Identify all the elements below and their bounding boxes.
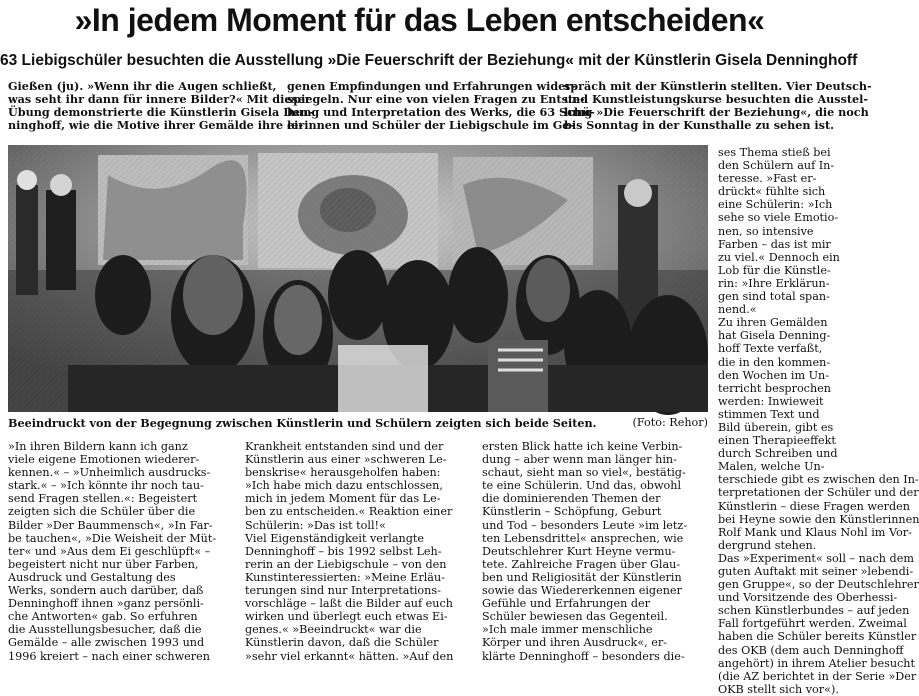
right-col-line: hat Gisela Denning- <box>718 329 831 343</box>
body-col1-line: die Ausstellungsbesucher, daß die <box>8 623 202 637</box>
right-col-line: angehört) in ihrem Atelier besucht <box>718 656 915 670</box>
right-col-line: Bild überein, gibt es <box>718 420 834 434</box>
right-col-line: einen Therapieeffekt <box>718 434 836 448</box>
intro-col3-line: spräch mit der Künstlerin stellten. Vier Deutsch- <box>564 79 872 93</box>
body-col1-line: stark.« – »Ich könnte ihr noch tau- <box>8 479 204 493</box>
intro-col2-line: spiegeln. Nur eine von vielen Fragen zu Entste- <box>287 92 585 107</box>
body-col3-line: tete. Zahlreiche Fragen über Glau- <box>482 557 681 571</box>
subheadline: 63 Liebigschüler besuchten die Ausstellung »Die Feuerschrift der Beziehung« mit der Künstlerin Gisela Denninghoff <box>0 52 858 69</box>
body-col2-line: Viel Eigenständigkeit verlangte <box>245 531 425 545</box>
body-col3-line: ten Lebensdrittel« ansprechen, wie <box>482 531 684 545</box>
body-col1-line: Gemälde – alle zwischen 1993 und <box>8 636 205 650</box>
right-col-line: Rolf Mank und Klaus Nohl im Vor- <box>718 525 912 539</box>
body-col1-line: zeigten sich die Schüler über die <box>8 505 196 519</box>
body-col2-line: Krankheit entstanden sind und der <box>245 440 444 453</box>
body-col2-line: wirken und überlegt euch etwas Ei- <box>245 610 448 624</box>
right-col-line: gen Gruppe«, so der Deutschlehrer <box>718 578 919 592</box>
body-col3-line: Deutschlehrer Kurt Heyne vermu- <box>482 544 676 558</box>
intro-col2-line: lerinnen und Schüler der Liebigschule im Ge- <box>287 118 575 133</box>
right-col-line: dergrund stehen. <box>718 538 817 552</box>
body-col1-line: ter« und »Aus dem Ei geschlüpft« – <box>8 544 211 558</box>
right-col-line: OKB stellt sich vor«). <box>718 682 839 696</box>
body-col2-line: benskrise« herausgeholfen haben: <box>245 466 441 480</box>
body-col1-line: viele eigene Emotionen wiederer- <box>8 453 200 467</box>
right-col-line: Lob für die Künstle- <box>718 263 831 277</box>
body-col1-line: send Fragen stellen.«: Begeistert <box>8 492 198 506</box>
body-column-2 <box>245 440 473 663</box>
body-col3-line: und Tod – besonders Leute »im letz- <box>482 518 688 532</box>
body-col2-line: Künstlerin aus einer »schweren Le- <box>245 453 447 467</box>
intro-column-2 <box>287 79 595 133</box>
right-col-line: guten Auftakt mit seiner »lebendi- <box>718 565 914 578</box>
body-col1-line: Bilder »Der Baummensch«, »In Far- <box>8 518 213 532</box>
right-col-line: rin: »Ihre Erklärun- <box>718 276 830 290</box>
body-col3-line: ben und Religiosität der Künstlerin <box>482 570 682 584</box>
right-col-line: nen, so intensive <box>718 224 814 238</box>
right-col-line: Fall fortgeführt werden. Zweimal <box>718 617 907 631</box>
intro-col1-line: ninghoff, wie die Motive ihrer Gemälde ihre ei- <box>8 118 303 133</box>
right-column <box>718 146 919 696</box>
intro-col2-line: hung und Interpretation des Werks, die 63 Schü- <box>287 105 595 120</box>
right-col-line: den Wochen im Un- <box>718 368 830 382</box>
exhibition-photo <box>8 145 708 412</box>
right-col-line: Künstlerin – diese Fragen werden <box>718 499 910 513</box>
right-col-line: Farben – das ist mir <box>718 237 831 251</box>
body-col1-line: be tauchen«, »Die Weisheit der Müt- <box>8 531 217 545</box>
right-col-line: den Schülern auf In- <box>718 159 835 173</box>
right-col-line: terschiede gibt es zwischen den In- <box>718 473 919 487</box>
body-col2-line: »Ich habe mich dazu entschlossen, <box>245 479 443 493</box>
body-col3-line: te eine Schülerin. Und das, obwohl <box>482 479 682 493</box>
right-col-line: sehe so viele Emotio- <box>718 211 839 225</box>
right-col-line: die in den kommen- <box>718 355 831 369</box>
body-col3-line: Körper und ihren Ausdruck«, er- <box>482 636 667 650</box>
right-col-line: hoff Texte verfaßt, <box>718 342 823 356</box>
intro-col3-line: bis Sonntag in der Kunsthalle zu sehen ist. <box>564 118 835 133</box>
body-col3-line: Gefühle und Erfahrungen der <box>482 597 650 611</box>
body-col3-line: Künstlerin – Schöpfung, Geburt <box>482 505 662 519</box>
body-col1-line: 1996 kreiert – nach einer schweren <box>8 649 210 663</box>
intro-column-1 <box>8 79 313 133</box>
right-col-line: Malen, welche Un- <box>718 460 825 474</box>
body-col1-line: kennen.« – »Unheimlich ausdrucks- <box>8 466 211 480</box>
body-col2-line: Kunstinteressierten: »Meine Erläu- <box>245 570 445 584</box>
body-col1-line: »In ihren Bildern kann ich ganz <box>8 440 188 453</box>
body-col1-line: begeistert nicht nur über Farben, <box>8 557 199 571</box>
body-col2-line: Schülerin: »Das ist toll!« <box>245 518 386 532</box>
right-col-line: stimmen Text und <box>718 407 820 421</box>
photo-credit: (Foto: Rehor) <box>632 416 708 429</box>
right-col-line: nend.« <box>718 303 757 317</box>
right-col-line: Das »Experiment« soll – nach dem <box>718 551 914 565</box>
body-col2-line: vorschläge – laßt die Bilder auf euch <box>245 597 453 611</box>
right-col-line: terpretationen der Schüler und der <box>718 486 919 500</box>
right-col-line: und Vorsitzende des Oberhessi- <box>718 591 898 605</box>
right-col-line: bei Heyne sowie den Künstlerinnen <box>718 512 919 526</box>
body-col2-line: Künstlerin davon, daß die Schüler <box>245 636 439 650</box>
body-col2-line: ben zu entscheiden.« Reaktion einer <box>245 505 453 519</box>
right-col-line: haben die Schüler bereits Künstler <box>718 630 917 644</box>
body-col1-line: Ausdruck und Gestaltung des <box>8 570 176 584</box>
body-col1-line: Werks, sondern auch darüber, daß <box>8 584 204 598</box>
body-col1-line: Denninghoff ihnen »ganz persönli- <box>8 597 204 611</box>
intro-col3-line: lung »Die Feuerschrift der Beziehung«, die noch <box>564 105 869 120</box>
intro-col3-line: und Kunstleistungskurse besuchten die Ausstel- <box>564 92 869 107</box>
headline: »In jedem Moment für das Leben entscheiden« <box>74 2 765 38</box>
exhibition-photo-image <box>8 145 708 412</box>
body-col1-line: che Antworten« gab. So erfuhren <box>8 610 198 624</box>
body-col3-line: schaut, sieht man so viel«, bestätig- <box>482 466 686 480</box>
body-col3-line: die dominierenden Themen der <box>482 492 661 506</box>
right-col-line: zu viel.« Dennoch ein <box>718 250 840 264</box>
body-col3-line: ersten Blick hatte ich keine Verbin- <box>482 440 683 453</box>
right-col-line: terricht besprochen <box>718 381 831 395</box>
right-col-line: schen Künstlerbundes – auf jeden <box>718 604 910 618</box>
caption-text: Beeindruckt von der Begegnung zwischen Künstlerin und Schülern zeigten sich beide Seiten. <box>8 416 597 430</box>
right-col-line: eine Schülerin: »Ich <box>718 198 833 212</box>
right-col-line: teresse. »Fast er- <box>718 172 817 186</box>
body-col3-line: Schüler bewiesen das Gegenteil. <box>482 610 668 624</box>
intro-column-3 <box>564 79 872 133</box>
body-col2-line: terungen sind nur Interpretations- <box>245 584 441 598</box>
intro-col1-line: Übung demonstrierte die Künstlerin Gisela Den- <box>8 105 313 120</box>
body-col2-line: genes.« »Beeindruckt« war die <box>245 623 422 637</box>
right-col-line: drückt« fühlte sich <box>718 185 826 199</box>
right-col-line: (die AZ berichtet in der Serie »Der <box>718 669 917 683</box>
body-col3-line: sowie das Wiedererkennen eigener <box>482 584 682 598</box>
body-column-3 <box>482 440 710 663</box>
body-column-1 <box>8 440 236 663</box>
right-col-line: des OKB (dem auch Denninghoff <box>718 643 904 657</box>
intro-col1-line: Gießen (ju). »Wenn ihr die Augen schließt, <box>8 79 277 93</box>
body-col3-line: dung – aber wenn man länger hin- <box>482 453 677 467</box>
body-col2-line: mich in jedem Moment für das Le- <box>245 492 441 506</box>
body-col2-line: Denninghoff – bis 1992 selbst Leh- <box>245 544 442 558</box>
right-col-line: werden: Inwieweit <box>718 394 824 408</box>
body-col3-line: »Ich male immer menschliche <box>482 623 653 637</box>
intro-col2-line: genen Empfindungen und Erfahrungen wider- <box>287 79 576 93</box>
right-col-line: ses Thema stieß bei <box>718 146 831 159</box>
right-col-line: Zu ihren Gemälden <box>718 316 828 330</box>
body-col2-line: rerin an der Liebigschule – von den <box>245 557 447 571</box>
right-col-line: durch Schreiben und <box>718 447 838 461</box>
photo-caption <box>8 416 708 434</box>
body-col2-line: »sehr viel erkannt« hätten. »Auf den <box>245 649 454 663</box>
intro-col1-line: was seht ihr dann für innere Bilder?« Mit dieser <box>8 92 311 107</box>
right-col-line: gen sind total span- <box>718 290 830 304</box>
body-col3-line: klärte Denninghoff – besonders die- <box>482 649 685 663</box>
